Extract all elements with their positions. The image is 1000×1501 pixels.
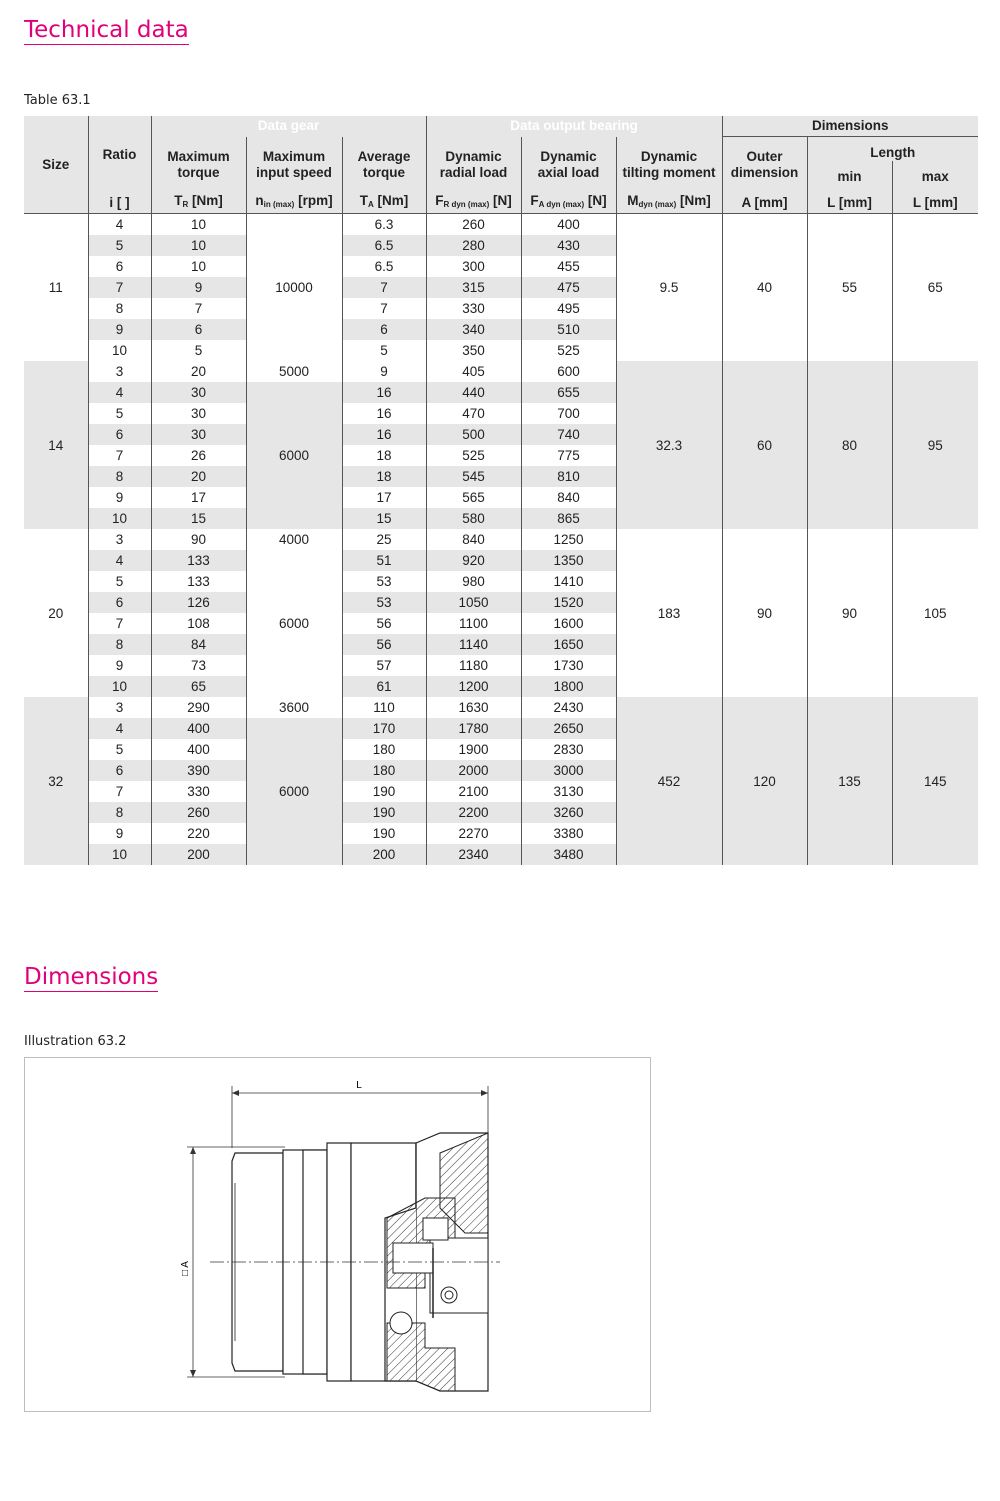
cell-average-torque: 16	[342, 403, 426, 424]
cell-ratio: 8	[88, 298, 151, 319]
cell-average-torque: 18	[342, 445, 426, 466]
cell-radial-load: 545	[426, 466, 521, 487]
col-header-dynamic-axial-load: Dynamic axial load	[521, 137, 616, 194]
cell-max-torque: 26	[151, 445, 246, 466]
cell-length-min: 80	[807, 361, 892, 529]
cell-axial-load: 775	[521, 445, 616, 466]
cell-length-max: 65	[892, 214, 978, 362]
unit-tilting-moment: $M_{dyn (max)}$ [Nm]	[616, 193, 722, 214]
cell-average-torque: 110	[342, 697, 426, 718]
cell-radial-load: 330	[426, 298, 521, 319]
cell-axial-load: 3000	[521, 760, 616, 781]
cell-max-torque: 20	[151, 361, 246, 382]
cell-max-torque: 90	[151, 529, 246, 550]
cell-average-torque: 61	[342, 676, 426, 697]
table-row	[24, 214, 978, 236]
cell-radial-load: 500	[426, 424, 521, 445]
cell-average-torque: 180	[342, 739, 426, 760]
cell-max-torque: 84	[151, 634, 246, 655]
cell-max-torque: 10	[151, 256, 246, 277]
cell-axial-load: 600	[521, 361, 616, 382]
cell-axial-load: 400	[521, 214, 616, 236]
cell-average-torque: 190	[342, 781, 426, 802]
cell-outer-dimension: 90	[722, 529, 807, 697]
cell-max-torque: 200	[151, 844, 246, 865]
cell-radial-load: 1900	[426, 739, 521, 760]
cell-axial-load: 700	[521, 403, 616, 424]
cell-average-torque: 6.3	[342, 214, 426, 236]
cell-radial-load: 1140	[426, 634, 521, 655]
col-header-max-torque: Maximum torque	[151, 137, 246, 194]
table-body	[24, 214, 978, 866]
cell-radial-load: 300	[426, 256, 521, 277]
cell-max-torque: 108	[151, 613, 246, 634]
unit-max-torque: $T_R$ [Nm]	[151, 193, 246, 214]
cell-ratio: 3	[88, 529, 151, 550]
cell-axial-load: 3380	[521, 823, 616, 844]
cell-ratio: 4	[88, 550, 151, 571]
cell-ratio: 5	[88, 739, 151, 760]
cell-axial-load: 1350	[521, 550, 616, 571]
cell-max-torque: 290	[151, 697, 246, 718]
table-caption: Table 63.1	[24, 93, 91, 108]
cell-ratio: 6	[88, 424, 151, 445]
cell-average-torque: 180	[342, 760, 426, 781]
cell-average-torque: 7	[342, 298, 426, 319]
cell-ratio: 6	[88, 256, 151, 277]
cell-average-torque: 15	[342, 508, 426, 529]
cell-tilting-moment: 9.5	[616, 214, 722, 362]
cell-size: 20	[24, 529, 88, 697]
group-header-data-gear: Data gear	[151, 116, 426, 137]
unit-axial-load: $F_{A dyn (max)}$ [N]	[521, 193, 616, 214]
cell-max-torque: 400	[151, 739, 246, 760]
col-header-ratio: Ratio	[88, 116, 151, 193]
cell-ratio: 3	[88, 697, 151, 718]
cell-axial-load: 495	[521, 298, 616, 319]
cell-radial-load: 580	[426, 508, 521, 529]
cell-radial-load: 1180	[426, 655, 521, 676]
cell-radial-load: 2000	[426, 760, 521, 781]
cell-axial-load: 525	[521, 340, 616, 361]
cell-ratio: 5	[88, 235, 151, 256]
cell-size: 14	[24, 361, 88, 529]
cell-average-torque: 56	[342, 613, 426, 634]
cell-axial-load: 655	[521, 382, 616, 403]
cell-axial-load: 2830	[521, 739, 616, 760]
cell-radial-load: 565	[426, 487, 521, 508]
cell-ratio: 7	[88, 781, 151, 802]
cell-ratio: 8	[88, 634, 151, 655]
cell-average-torque: 16	[342, 382, 426, 403]
cell-max-torque: 65	[151, 676, 246, 697]
cell-ratio: 7	[88, 445, 151, 466]
col-header-length-min: min	[807, 161, 892, 193]
unit-average-torque: $T_A$ [Nm]	[342, 193, 426, 214]
cell-axial-load: 1730	[521, 655, 616, 676]
group-header-output-bearing: Data output bearing	[426, 116, 722, 137]
cell-ratio: 4	[88, 214, 151, 236]
cell-ratio: 9	[88, 319, 151, 340]
cell-axial-load: 475	[521, 277, 616, 298]
cell-tilting-moment: 32.3	[616, 361, 722, 529]
cell-max-input-speed: 10000	[246, 214, 342, 362]
cell-length-max: 145	[892, 697, 978, 865]
cell-average-torque: 190	[342, 823, 426, 844]
cell-max-torque: 10	[151, 235, 246, 256]
cell-average-torque: 25	[342, 529, 426, 550]
cell-radial-load: 1050	[426, 592, 521, 613]
cell-average-torque: 56	[342, 634, 426, 655]
cell-ratio: 4	[88, 382, 151, 403]
cell-axial-load: 455	[521, 256, 616, 277]
cell-ratio: 8	[88, 466, 151, 487]
cell-max-torque: 5	[151, 340, 246, 361]
cell-ratio: 7	[88, 277, 151, 298]
cell-max-torque: 15	[151, 508, 246, 529]
cell-radial-load: 315	[426, 277, 521, 298]
cell-radial-load: 525	[426, 445, 521, 466]
cell-axial-load: 2430	[521, 697, 616, 718]
cell-ratio: 3	[88, 361, 151, 382]
cell-average-torque: 53	[342, 592, 426, 613]
cell-max-torque: 73	[151, 655, 246, 676]
cell-max-input-speed: 6000	[246, 550, 342, 697]
cell-radial-load: 440	[426, 382, 521, 403]
cell-radial-load: 1200	[426, 676, 521, 697]
cell-max-torque: 6	[151, 319, 246, 340]
cell-axial-load: 865	[521, 508, 616, 529]
col-header-length-max: max	[892, 161, 978, 193]
cell-radial-load: 350	[426, 340, 521, 361]
cell-radial-load: 2100	[426, 781, 521, 802]
cell-length-min: 90	[807, 529, 892, 697]
unit-ratio: i [ ]	[88, 193, 151, 214]
cell-average-torque: 51	[342, 550, 426, 571]
cell-axial-load: 1520	[521, 592, 616, 613]
cell-max-input-speed: 6000	[246, 382, 342, 529]
cell-outer-dimension: 120	[722, 697, 807, 865]
cell-average-torque: 7	[342, 277, 426, 298]
dimension-drawing-frame	[24, 1057, 651, 1412]
col-header-outer-dimension: Outer dimension	[722, 137, 807, 194]
cell-axial-load: 1410	[521, 571, 616, 592]
cell-axial-load: 3260	[521, 802, 616, 823]
cell-average-torque: 6.5	[342, 256, 426, 277]
gearbox-section-drawing	[25, 1058, 650, 1411]
cell-radial-load: 405	[426, 361, 521, 382]
cell-max-torque: 133	[151, 571, 246, 592]
cell-axial-load: 1650	[521, 634, 616, 655]
section-title-dimensions: Dimensions	[24, 964, 159, 990]
cell-max-torque: 30	[151, 382, 246, 403]
cell-ratio: 9	[88, 823, 151, 844]
cell-max-input-speed: 6000	[246, 718, 342, 865]
cell-max-torque: 400	[151, 718, 246, 739]
cell-max-input-speed: 4000	[246, 529, 342, 550]
cell-ratio: 5	[88, 403, 151, 424]
cell-radial-load: 920	[426, 550, 521, 571]
cell-max-input-speed: 5000	[246, 361, 342, 382]
cell-axial-load: 810	[521, 466, 616, 487]
cell-radial-load: 2270	[426, 823, 521, 844]
cell-average-torque: 200	[342, 844, 426, 865]
cell-max-torque: 126	[151, 592, 246, 613]
cell-axial-load: 1600	[521, 613, 616, 634]
cell-average-torque: 18	[342, 466, 426, 487]
technical-data-table	[24, 116, 978, 865]
col-header-length: Length	[807, 137, 978, 162]
cell-max-torque: 10	[151, 214, 246, 236]
cell-ratio: 8	[88, 802, 151, 823]
cell-ratio: 4	[88, 718, 151, 739]
cell-max-torque: 220	[151, 823, 246, 844]
cell-average-torque: 6	[342, 319, 426, 340]
cell-radial-load: 2200	[426, 802, 521, 823]
cell-radial-load: 2340	[426, 844, 521, 865]
col-header-dynamic-tilting-moment: Dynamic tilting moment	[616, 137, 722, 194]
cell-ratio: 9	[88, 487, 151, 508]
cell-outer-dimension: 60	[722, 361, 807, 529]
cell-ratio: 5	[88, 571, 151, 592]
col-header-average-torque: Average torque	[342, 137, 426, 194]
unit-length-max: L [mm]	[892, 193, 978, 214]
cell-radial-load: 1780	[426, 718, 521, 739]
cell-radial-load: 340	[426, 319, 521, 340]
cell-max-torque: 30	[151, 403, 246, 424]
cell-axial-load: 3480	[521, 844, 616, 865]
cell-max-torque: 17	[151, 487, 246, 508]
section-title-technical-data: Technical data	[24, 17, 189, 43]
length-label: L	[356, 1080, 362, 1091]
cell-average-torque: 190	[342, 802, 426, 823]
cell-max-torque: 9	[151, 277, 246, 298]
cell-length-min: 55	[807, 214, 892, 362]
group-header-dimensions: Dimensions	[722, 116, 978, 137]
cell-max-torque: 390	[151, 760, 246, 781]
cell-ratio: 6	[88, 592, 151, 613]
cell-axial-load: 1800	[521, 676, 616, 697]
unit-length-min: L [mm]	[807, 193, 892, 214]
cell-radial-load: 280	[426, 235, 521, 256]
col-header-dynamic-radial-load: Dynamic radial load	[426, 137, 521, 194]
cell-max-torque: 330	[151, 781, 246, 802]
col-header-max-input-speed: Maximum input speed	[246, 137, 342, 194]
cell-average-torque: 17	[342, 487, 426, 508]
unit-max-input-speed: $n_{in (max)}$ [rpm]	[246, 193, 342, 214]
cell-average-torque: 16	[342, 424, 426, 445]
cell-length-max: 105	[892, 529, 978, 697]
table-row	[24, 361, 978, 382]
unit-radial-load: $F_{R dyn (max)}$ [N]	[426, 193, 521, 214]
table-row	[24, 697, 978, 718]
cell-axial-load: 840	[521, 487, 616, 508]
outer-dimension-label: □ A	[180, 1261, 191, 1276]
cell-ratio: 10	[88, 676, 151, 697]
cell-ratio: 6	[88, 760, 151, 781]
cell-axial-load: 1250	[521, 529, 616, 550]
cell-radial-load: 1630	[426, 697, 521, 718]
cell-max-input-speed: 3600	[246, 697, 342, 718]
cell-average-torque: 170	[342, 718, 426, 739]
cell-radial-load: 470	[426, 403, 521, 424]
cell-average-torque: 9	[342, 361, 426, 382]
cell-radial-load: 840	[426, 529, 521, 550]
cell-size: 32	[24, 697, 88, 865]
table-row	[24, 529, 978, 550]
cell-axial-load: 510	[521, 319, 616, 340]
unit-outer-dimension: A [mm]	[722, 193, 807, 214]
cell-radial-load: 260	[426, 214, 521, 236]
cell-max-torque: 133	[151, 550, 246, 571]
cell-max-torque: 260	[151, 802, 246, 823]
cell-ratio: 10	[88, 340, 151, 361]
cell-average-torque: 5	[342, 340, 426, 361]
cell-average-torque: 53	[342, 571, 426, 592]
illustration-caption: Illustration 63.2	[24, 1034, 127, 1049]
col-header-size: Size	[24, 116, 88, 214]
cell-ratio: 10	[88, 844, 151, 865]
cell-ratio: 7	[88, 613, 151, 634]
cell-radial-load: 980	[426, 571, 521, 592]
cell-axial-load: 3130	[521, 781, 616, 802]
cell-outer-dimension: 40	[722, 214, 807, 362]
cell-length-max: 95	[892, 361, 978, 529]
cell-axial-load: 740	[521, 424, 616, 445]
cell-tilting-moment: 452	[616, 697, 722, 865]
cell-axial-load: 430	[521, 235, 616, 256]
cell-max-torque: 20	[151, 466, 246, 487]
cell-ratio: 10	[88, 508, 151, 529]
cell-axial-load: 2650	[521, 718, 616, 739]
cell-average-torque: 6.5	[342, 235, 426, 256]
cell-tilting-moment: 183	[616, 529, 722, 697]
cell-radial-load: 1100	[426, 613, 521, 634]
cell-length-min: 135	[807, 697, 892, 865]
cell-ratio: 9	[88, 655, 151, 676]
cell-size: 11	[24, 214, 88, 362]
cell-average-torque: 57	[342, 655, 426, 676]
cell-max-torque: 30	[151, 424, 246, 445]
cell-max-torque: 7	[151, 298, 246, 319]
